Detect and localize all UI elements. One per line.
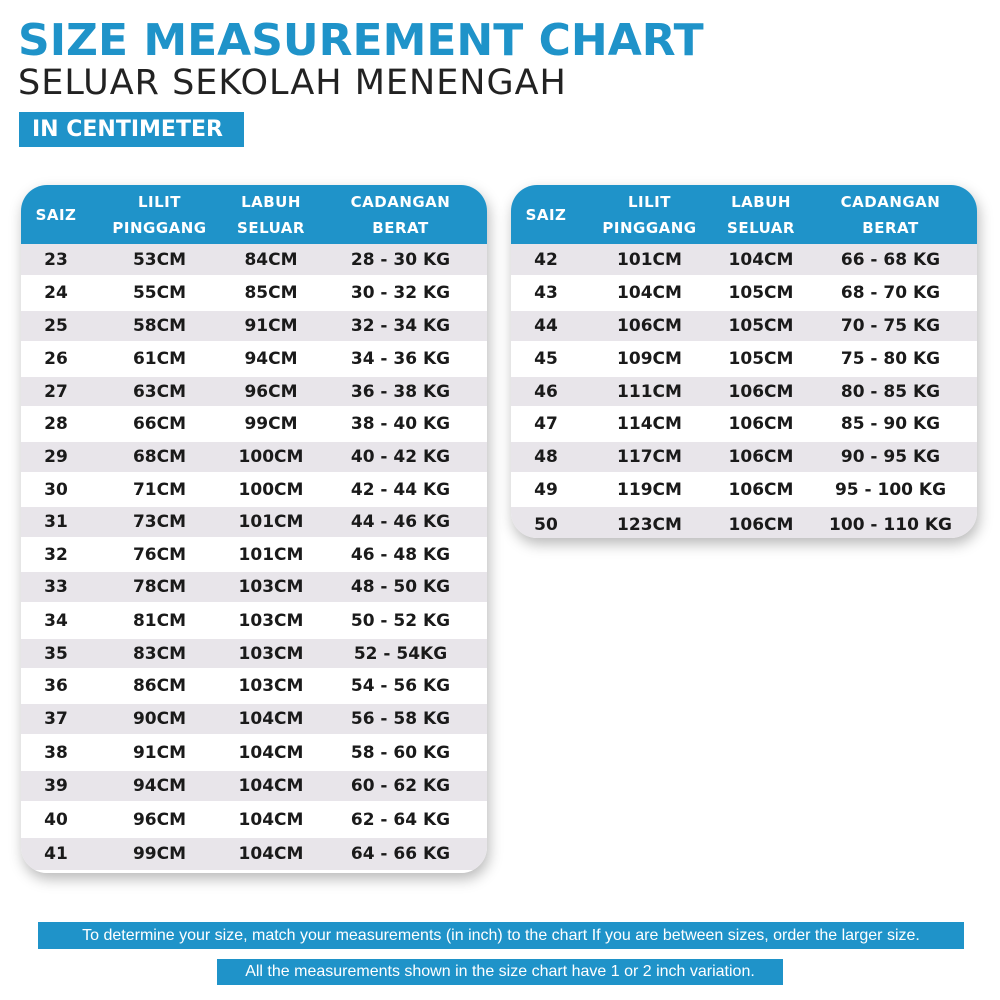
cell-weight: 58 - 60 KG bbox=[350, 742, 451, 763]
cell-waist: 94CM bbox=[132, 776, 187, 796]
table-row bbox=[511, 344, 977, 377]
cell-waist: 61CM bbox=[132, 349, 187, 369]
cell-waist: 66CM bbox=[132, 414, 187, 434]
table-row bbox=[511, 442, 977, 475]
cell-waist: 55CM bbox=[132, 283, 187, 303]
cell-waist: 90CM bbox=[132, 709, 187, 729]
table-row bbox=[511, 377, 977, 409]
column-header-size: SAIZ bbox=[525, 205, 567, 224]
table-row bbox=[511, 409, 977, 442]
cell-weight: 38 - 40 KG bbox=[350, 414, 451, 434]
cell-weight: 70 - 75 KG bbox=[840, 316, 941, 336]
table-row bbox=[21, 475, 487, 507]
cell-size: 42 bbox=[534, 249, 558, 270]
cell-size: 45 bbox=[534, 349, 558, 369]
cell-weight: 54 - 56 KG bbox=[350, 676, 451, 696]
table-row bbox=[21, 507, 487, 540]
cell-size: 24 bbox=[44, 283, 68, 303]
cell-size: 48 bbox=[534, 447, 558, 467]
cell-waist: 78CM bbox=[132, 577, 187, 597]
cell-size: 46 bbox=[534, 381, 558, 402]
column-header-length: LABUH SELUAR bbox=[237, 192, 305, 237]
cell-waist: 58CM bbox=[132, 316, 187, 336]
cell-weight: 40 - 42 KG bbox=[350, 447, 451, 467]
cell-size: 30 bbox=[44, 479, 68, 500]
table-row bbox=[21, 311, 487, 344]
cell-size: 39 bbox=[44, 776, 68, 796]
cell-waist: 123CM bbox=[617, 514, 682, 535]
table-row bbox=[21, 704, 487, 737]
table-row bbox=[21, 737, 487, 771]
variation-note: All the measurements shown in the size chart have 1 or 2 inch variation. bbox=[217, 959, 783, 985]
cell-length: 103CM bbox=[238, 577, 304, 597]
cell-waist: 109CM bbox=[617, 349, 682, 369]
cell-length: 100CM bbox=[238, 479, 304, 500]
cell-length: 106CM bbox=[728, 414, 794, 434]
cell-size: 49 bbox=[534, 479, 558, 500]
table-row bbox=[21, 804, 487, 838]
cell-weight: 90 - 95 KG bbox=[840, 447, 941, 467]
cell-waist: 119CM bbox=[617, 479, 682, 500]
size-guide-note: To determine your size, match your measurements (in inch) to the chart If you are between sizes, order the larger size. bbox=[38, 922, 964, 949]
cell-weight: 42 - 44 KG bbox=[350, 479, 451, 500]
size-table-left bbox=[21, 185, 487, 873]
cell-length: 103CM bbox=[238, 610, 304, 631]
cell-waist: 111CM bbox=[617, 381, 682, 402]
cell-waist: 114CM bbox=[617, 414, 682, 434]
column-header-length: LABUH SELUAR bbox=[727, 192, 795, 237]
cell-waist: 117CM bbox=[617, 447, 682, 467]
cell-size: 38 bbox=[44, 742, 68, 763]
cell-size: 26 bbox=[44, 349, 68, 369]
table-row bbox=[21, 572, 487, 605]
cell-weight: 60 - 62 KG bbox=[350, 776, 451, 796]
cell-waist: 106CM bbox=[617, 316, 682, 336]
table-row bbox=[21, 244, 487, 278]
table-row bbox=[21, 540, 487, 572]
cell-length: 106CM bbox=[728, 514, 794, 535]
cell-waist: 83CM bbox=[132, 643, 187, 664]
cell-size: 40 bbox=[44, 809, 68, 830]
table-row bbox=[21, 671, 487, 704]
table-body bbox=[511, 244, 977, 538]
cell-weight: 50 - 52 KG bbox=[350, 610, 451, 631]
cell-size: 34 bbox=[44, 610, 68, 631]
cell-length: 104CM bbox=[238, 809, 304, 830]
cell-length: 84CM bbox=[244, 249, 298, 270]
cell-size: 33 bbox=[44, 577, 68, 597]
cell-length: 96CM bbox=[244, 381, 298, 402]
table-row bbox=[511, 244, 977, 278]
cell-weight: 75 - 80 KG bbox=[840, 349, 941, 369]
cell-length: 104CM bbox=[238, 776, 304, 796]
cell-weight: 34 - 36 KG bbox=[350, 349, 451, 369]
cell-size: 29 bbox=[44, 447, 68, 467]
cell-weight: 36 - 38 KG bbox=[350, 381, 451, 402]
cell-waist: 81CM bbox=[132, 610, 187, 631]
cell-size: 36 bbox=[44, 676, 68, 696]
cell-length: 100CM bbox=[238, 447, 304, 467]
table-row bbox=[21, 278, 487, 311]
table-row bbox=[511, 475, 977, 507]
cell-weight: 66 - 68 KG bbox=[840, 249, 941, 270]
cell-size: 43 bbox=[534, 283, 558, 303]
table-row bbox=[21, 838, 487, 873]
cell-size: 23 bbox=[44, 249, 68, 270]
page-subtitle: SELUAR SEKOLAH MENENGAH bbox=[18, 63, 567, 103]
cell-length: 104CM bbox=[728, 249, 794, 270]
column-header-waist: LILIT PINGGANG bbox=[112, 192, 207, 237]
cell-size: 32 bbox=[44, 544, 68, 565]
cell-waist: 101CM bbox=[617, 249, 682, 270]
cell-size: 50 bbox=[534, 514, 558, 535]
cell-size: 31 bbox=[44, 512, 68, 532]
cell-weight: 32 - 34 KG bbox=[350, 316, 451, 336]
cell-waist: 99CM bbox=[132, 844, 187, 864]
cell-length: 101CM bbox=[238, 544, 304, 565]
unit-badge: IN CENTIMETER bbox=[19, 112, 244, 147]
cell-length: 106CM bbox=[728, 447, 794, 467]
cell-waist: 104CM bbox=[617, 283, 682, 303]
cell-waist: 63CM bbox=[132, 381, 187, 402]
cell-length: 85CM bbox=[244, 283, 298, 303]
cell-weight: 56 - 58 KG bbox=[350, 709, 451, 729]
cell-weight: 68 - 70 KG bbox=[840, 283, 941, 303]
table-row bbox=[21, 344, 487, 377]
cell-weight: 46 - 48 KG bbox=[350, 544, 451, 565]
cell-length: 106CM bbox=[728, 381, 794, 402]
cell-weight: 30 - 32 KG bbox=[350, 283, 451, 303]
cell-length: 99CM bbox=[244, 414, 298, 434]
cell-length: 103CM bbox=[238, 643, 304, 664]
table-row bbox=[511, 311, 977, 344]
cell-weight: 100 - 110 KG bbox=[829, 514, 952, 535]
cell-size: 27 bbox=[44, 381, 68, 402]
table-row bbox=[511, 278, 977, 311]
cell-waist: 68CM bbox=[132, 447, 187, 467]
table-header bbox=[511, 185, 977, 244]
table-header bbox=[21, 185, 487, 244]
table-row bbox=[21, 409, 487, 442]
cell-size: 47 bbox=[534, 414, 558, 434]
cell-length: 105CM bbox=[728, 349, 794, 369]
cell-weight: 80 - 85 KG bbox=[840, 381, 941, 402]
cell-waist: 96CM bbox=[132, 809, 187, 830]
cell-waist: 53CM bbox=[132, 249, 187, 270]
table-row bbox=[21, 605, 487, 639]
table-body bbox=[21, 244, 487, 873]
cell-length: 103CM bbox=[238, 676, 304, 696]
cell-size: 28 bbox=[44, 414, 68, 434]
cell-weight: 28 - 30 KG bbox=[350, 249, 451, 270]
cell-weight: 44 - 46 KG bbox=[350, 512, 451, 532]
table-row bbox=[21, 377, 487, 409]
table-row bbox=[21, 771, 487, 804]
column-header-size: SAIZ bbox=[35, 205, 77, 224]
cell-waist: 71CM bbox=[132, 479, 187, 500]
cell-size: 44 bbox=[534, 316, 558, 336]
cell-length: 104CM bbox=[238, 844, 304, 864]
cell-weight: 48 - 50 KG bbox=[350, 577, 451, 597]
column-header-weight: CADANGAN BERAT bbox=[350, 192, 451, 237]
size-table-right bbox=[511, 185, 977, 538]
cell-size: 25 bbox=[44, 316, 68, 336]
cell-length: 104CM bbox=[238, 709, 304, 729]
table-row bbox=[511, 507, 977, 538]
table-row bbox=[21, 442, 487, 475]
cell-waist: 73CM bbox=[132, 512, 187, 532]
cell-waist: 76CM bbox=[132, 544, 187, 565]
cell-waist: 91CM bbox=[132, 742, 187, 763]
cell-length: 105CM bbox=[728, 283, 794, 303]
page-title: SIZE MEASUREMENT CHART bbox=[18, 15, 704, 66]
cell-length: 105CM bbox=[728, 316, 794, 336]
cell-size: 37 bbox=[44, 709, 68, 729]
column-header-waist: LILIT PINGGANG bbox=[602, 192, 697, 237]
column-header-weight: CADANGAN BERAT bbox=[840, 192, 941, 237]
cell-length: 106CM bbox=[728, 479, 794, 500]
cell-weight: 62 - 64 KG bbox=[350, 809, 451, 830]
table-row bbox=[21, 639, 487, 671]
cell-size: 35 bbox=[44, 643, 68, 664]
cell-waist: 86CM bbox=[132, 676, 187, 696]
cell-length: 94CM bbox=[244, 349, 298, 369]
cell-weight: 52 - 54KG bbox=[353, 643, 448, 664]
cell-weight: 64 - 66 KG bbox=[350, 844, 451, 864]
cell-length: 91CM bbox=[244, 316, 298, 336]
cell-size: 41 bbox=[44, 844, 68, 864]
cell-length: 101CM bbox=[238, 512, 304, 532]
cell-weight: 85 - 90 KG bbox=[840, 414, 941, 434]
cell-length: 104CM bbox=[238, 742, 304, 763]
cell-weight: 95 - 100 KG bbox=[834, 479, 947, 500]
